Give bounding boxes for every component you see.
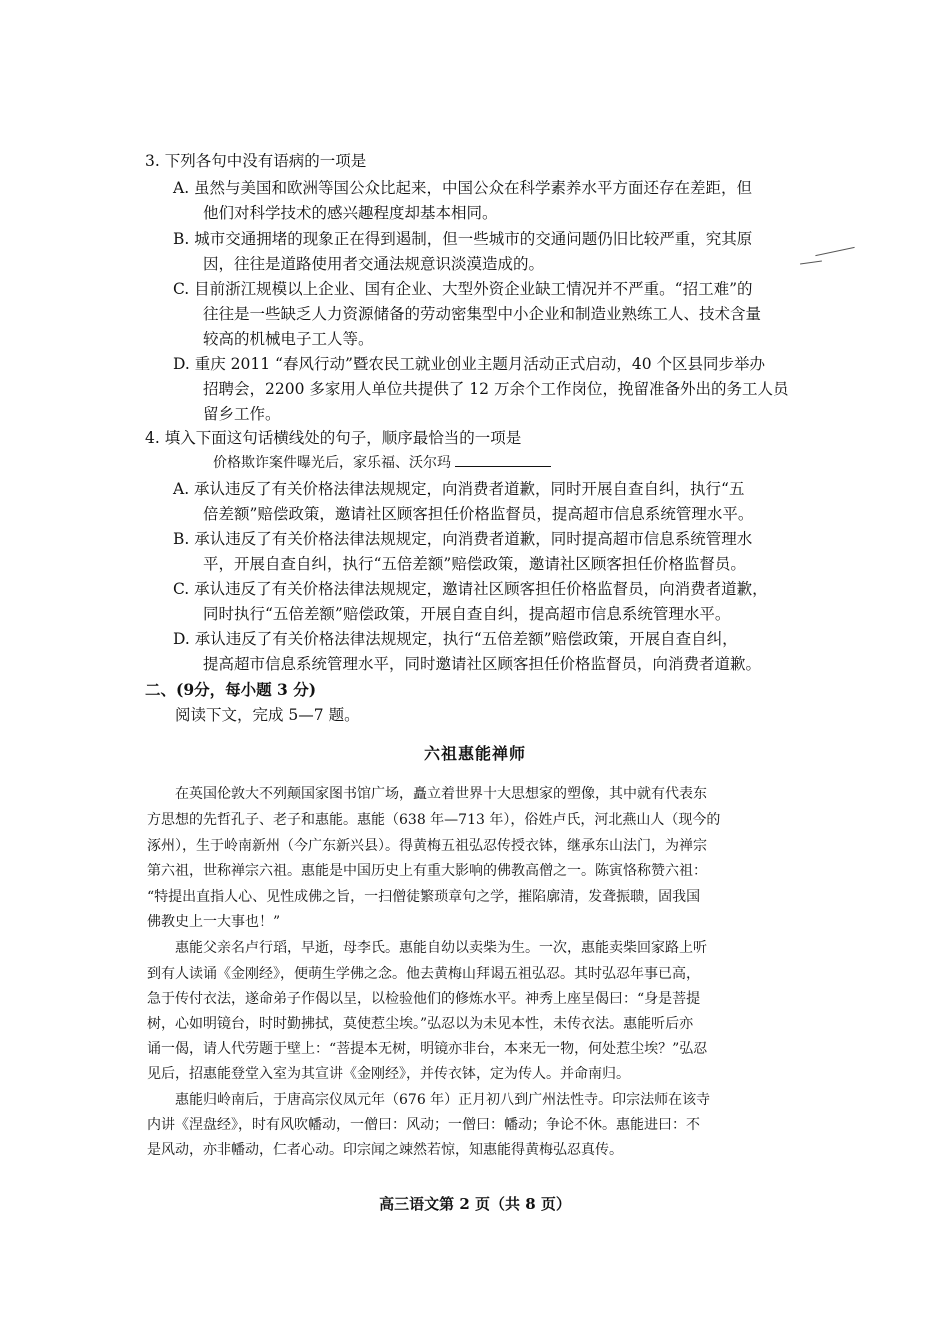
article-p2-line2: 到有人读诵《金刚经》，便萌生学佛之念。他去黄梅山拜谒五祖弘忍。其时弘忍年事已高， (147, 966, 700, 982)
article-title: 六祖惠能禅师 (423, 744, 526, 763)
article-p2-line4: 树，心如明镜台，时时勤拂拭，莫使惹尘埃。”弘忍以为未见本性，未传衣法。惠能听后亦 (147, 1016, 694, 1032)
article-p2-line3: 急于传付衣法，遂命弟子作偈以呈，以检验他们的修炼水平。神秀上座呈偈曰：“身是菩提 (147, 991, 701, 1007)
q3-option-c-line2: 往往是一些缺乏人力资源储备的劳动密集型中小企业和制造业熟练工人、技术含量 (203, 305, 762, 323)
article-p2-line1: 惠能父亲名卢行瑫，早逝，母李氏。惠能自幼以卖柴为生。一次，惠能卖柴回家路上听 (175, 940, 707, 956)
article-p3-line1: 惠能归岭南后，于唐高宗仪凤元年（676 年）正月初八到广州法性寺。印宗法师在该寺 (175, 1092, 711, 1108)
page-footer: 高三语文第 2 页（共 8 页） (379, 1195, 571, 1213)
q4-option-d-line2: 提高超市信息系统管理水平，同时邀请社区顾客担任价格监督员，向消费者道歉。 (203, 655, 762, 673)
q3-option-c-line1: C. 目前浙江规模以上企业、国有企业、大型外资企业缺工情况并不严重。“招工难”的 (173, 280, 753, 298)
article-p1-line1: 在英国伦敦大不列颠国家图书馆广场，矗立着世界十大思想家的塑像，其中就有代表东 (175, 786, 707, 802)
q3-option-c-line3: 较高的机械电子工人等。 (203, 330, 374, 348)
q4-option-a-line1: A. 承认违反了有关价格法律法规规定，向消费者道歉，同时开展自查自纠，执行“五 (173, 480, 745, 498)
article-p3-line2: 内讲《涅盘经》，时有风吹幡动，一僧曰：风动；一僧曰：幡动；争论不休。惠能进曰：不 (147, 1117, 700, 1133)
q3-stem: 3. 下列各句中没有语病的一项是 (145, 152, 367, 170)
section2-instruction: 阅读下文，完成 5—7 题。 (175, 706, 360, 724)
q4-option-c-line1: C. 承认违反了有关价格法律法规规定，邀请社区顾客担任价格监督员，向消费者道歉， (173, 580, 768, 598)
section2-heading: 二、(9分，每小题 3 分) (145, 680, 317, 699)
article-p1-line5: “特提出直指人心、见性成佛之旨，一扫僧徒繁琐章句之学，摧陷廓清，发聋振聩，固我国 (147, 889, 701, 905)
q3-option-d-line2: 招聘会，2200 多家用人单位共提供了 12 万余个工作岗位，挽留准备外出的务工人员 (203, 380, 789, 398)
article-p1-line3: 涿州），生于岭南新州（今广东新兴县）。得黄梅五祖弘忍传授衣钵，继承东山法门，为禅宗 (147, 838, 707, 854)
article-p3-line3: 是风动，亦非幡动，仁者心动。印宗闻之竦然若惊，知惠能得黄梅弘忍真传。 (147, 1142, 623, 1158)
scan-speck (800, 260, 822, 264)
q4-prompt (213, 452, 551, 474)
q4-option-b-line1: B. 承认违反了有关价格法律法规规定，向消费者道歉，同时提高超市信息系统管理水 (173, 530, 753, 548)
q3-option-b-line2: 因，往往是道路使用者交通法规意识淡漠造成的。 (203, 255, 545, 273)
q3-option-d-line1: D. 重庆 2011 “春风行动”暨农民工就业创业主题月活动正式启动，40 个区县同步举办 (173, 355, 766, 373)
q4-prompt-text: 价格欺诈案件曝光后，家乐福、沃尔玛 (213, 455, 451, 471)
article-p1-line4: 第六祖，世称禅宗六祖。惠能是中国历史上有重大影响的佛教高僧之一。陈寅恪称赞六祖： (147, 863, 707, 879)
q3-option-d-line3: 留乡工作。 (203, 405, 281, 423)
q4-option-b-line2: 平，开展自查自纠，执行“五倍差额”赔偿政策，邀请社区顾客担任价格监督员。 (203, 555, 746, 573)
q3-option-a-line2: 他们对科学技术的感兴趣程度却基本相同。 (203, 204, 498, 222)
article-p1-line2: 方思想的先哲孔子、老子和惠能。惠能（638 年—713 年），俗姓卢氏，河北燕山人（现今的 (147, 812, 721, 828)
q4-stem: 4. 填入下面这句话横线处的句子，顺序最恰当的一项是 (145, 429, 522, 447)
article-p2-line6: 见后，招惠能登堂入室为其宣讲《金刚经》，并传衣钵，定为传人。并命南归。 (147, 1066, 630, 1082)
q4-option-a-line2: 倍差额”赔偿政策，邀请社区顾客担任价格监督员，提高超市信息系统管理水平。 (203, 505, 754, 523)
q4-option-d-line1: D. 承认违反了有关价格法律法规规定，执行“五倍差额”赔偿政策，开展自查自纠， (173, 630, 738, 648)
q4-option-c-line2: 同时执行“五倍差额”赔偿政策，开展自查自纠，提高超市信息系统管理水平。 (203, 605, 731, 623)
scan-speck (815, 247, 854, 256)
article-p1-line6: 佛教史上一大事也！” (147, 914, 281, 930)
q3-option-b-line1: B. 城市交通拥堵的现象正在得到遏制，但一些城市的交通问题仍旧比较严重，究其原 (173, 230, 753, 248)
article-p2-line5: 诵一偈，请人代劳题于壁上：“菩提本无树，明镜亦非台，本来无一物，何处惹尘埃？”弘忍 (147, 1041, 708, 1057)
q3-option-a-line1: A. 虽然与美国和欧洲等国公众比起来，中国公众在科学素养水平方面还存在差距，但 (173, 179, 753, 197)
answer-blank (455, 452, 551, 467)
